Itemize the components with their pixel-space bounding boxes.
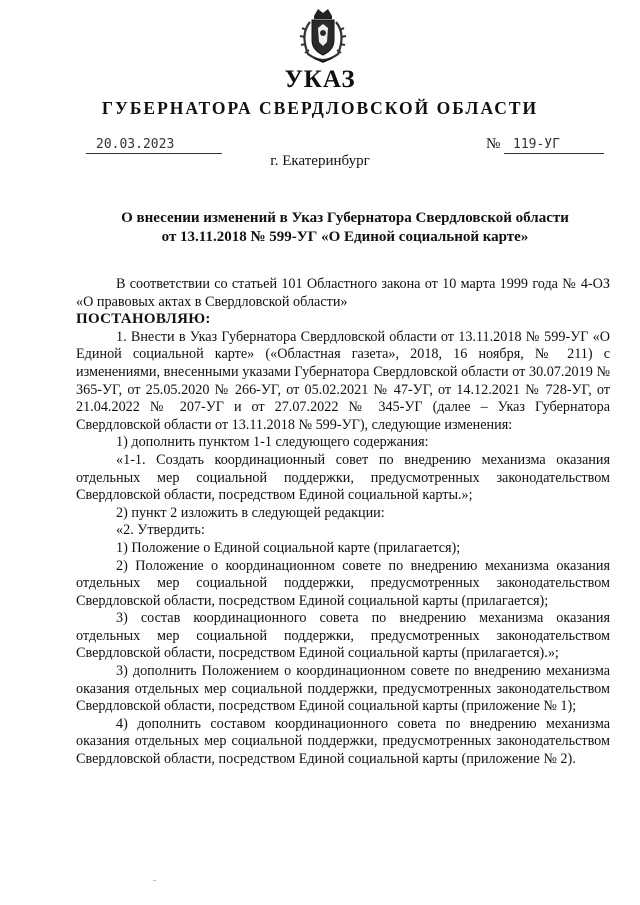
scan-mark bbox=[153, 880, 156, 881]
item-4: 4) дополнить составом координационного совета по внедрению механизма оказания отдельных мер социальной поддержки, предусмотренных законодательством Свердловской области, посредством Единой социальной карты (приложение № 2). bbox=[76, 715, 610, 768]
item-1: 1) дополнить пунктом 1-1 следующего содержания: bbox=[116, 434, 429, 451]
item-2-3: 3) состав координационного совета по внедрению механизма оказания отдельных мер социальной поддержки, предусмотренных законодательством Свердловской области, посредством Единой социальной карты (прилагается).»; bbox=[76, 610, 610, 662]
item-2: 2) пункт 2 изложить в следующей редакции: bbox=[116, 504, 385, 521]
coat-of-arms-icon bbox=[294, 6, 352, 64]
item-2-2: 2) Положение о координационном совете по внедрению механизма оказания отдельных мер социальной поддержки, предусмотренных законодательством Свердловской области, посредством Единой социальной карты (прилагается); bbox=[76, 557, 610, 609]
item-1-text: «1-1. Создать координационный совет по внедрению механизма оказания отдельных мер социальной поддержки, предусмотренных законодательством Свердловской области, посредством Единой социальной карты.»; bbox=[76, 451, 610, 504]
decree-date: 20.03.2023 bbox=[96, 137, 175, 152]
decree-subject bbox=[70, 209, 620, 247]
document-title: УКАЗ bbox=[284, 66, 356, 93]
subject-line-1: О внесении изменений в Указ Губернатора Свердловской области bbox=[121, 210, 569, 226]
item-3: 3) дополнить Положением о координационном совете по внедрению механизма оказания отдельных мер социальной поддержки, предусмотренных законодательством Свердловской области, посредством Единой социальной карты (приложение № 1); bbox=[76, 663, 610, 715]
paragraph-1: 1. Внести в Указ Губернатора Свердловской области от 13.11.2018 № 599-УГ «О Единой социальной карте» («Областная газета», 2018, 16 ноября, № 211) с изменениями, внесенными указами Губернатора Свердловской области от 30.07.2019 № 365-УГ, от 25.05.2020 № 266-УГ, от 05.02.2021 № 47-УГ, от 14.12.2021 № 728-УГ, от 21.04.2022 № 207-УГ и от 27.07.2022 № 345-УГ (далее – Указ Губернатора Свердловской области от 13.11.2018 № 599-УГ), следующие изменения: bbox=[76, 328, 610, 433]
item-2-1: 1) Положение о Единой социальной карте (прилагается); bbox=[116, 539, 461, 556]
preamble: В соответствии со статьей 101 Областного закона от 10 марта 1999 года № 4-ОЗ «О правовых актах в Свердловской области» bbox=[76, 276, 610, 310]
decree-body bbox=[76, 276, 610, 769]
decree-number: 119-УГ bbox=[513, 137, 560, 152]
document-subtitle: ГУБЕРНАТОРА СВЕРДЛОВСКОЙ ОБЛАСТИ bbox=[101, 98, 539, 118]
resolve-heading: ПОСТАНОВЛЯЮ: bbox=[76, 311, 211, 328]
subject-line-2: от 13.11.2018 № 599-УГ «О Единой социальной карте» bbox=[161, 229, 529, 245]
city: г. Екатеринбург bbox=[270, 153, 370, 169]
item-2-head: «2. Утвердить: bbox=[116, 522, 205, 539]
number-sign: № bbox=[486, 136, 501, 152]
